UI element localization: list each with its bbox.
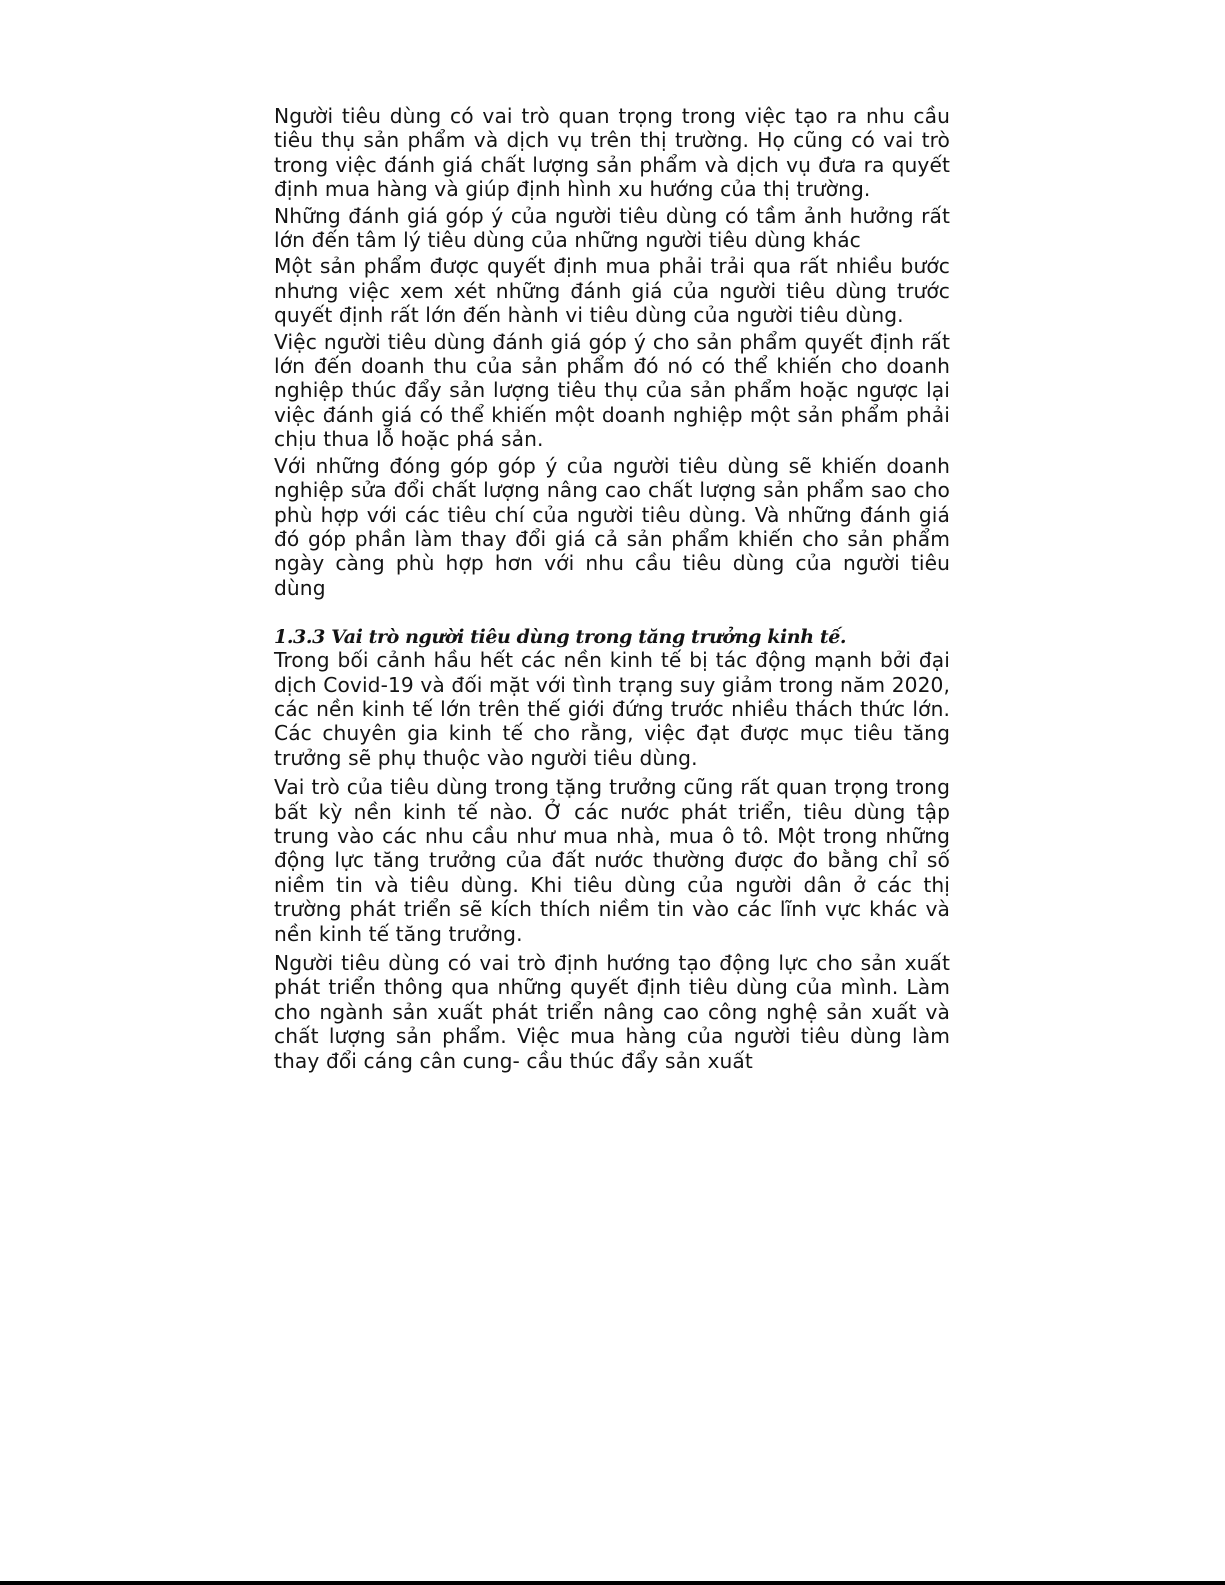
paragraph: Người tiêu dùng có vai trò quan trọng trong việc tạo ra nhu cầu tiêu thụ sản phẩm và dịch vụ trên thị trường. Họ cũng có vai trò trong việc đánh giá chất lượng sản phẩm và dịch vụ đưa ra quyết định mua hàng và giúp định hình xu hướng của thị trường. [274,104,950,202]
section-consumer-role [274,104,950,600]
paragraph: Trong bối cảnh hầu hết các nền kinh tế bị tác động mạnh bởi đại dịch Covid-19 và đối mặt với tình trạng suy giảm trong năm 2020, các nền kinh tế lớn trên thế giới đứng trước nhiều thách thức lớn. Các chuyên gia kinh tế cho rằng, việc đạt được mục tiêu tăng trưởng sẽ phụ thuộc vào người tiêu dùng. [274,648,950,770]
section-economic-growth [274,626,950,1073]
document-page [274,104,950,1073]
paragraph: Một sản phẩm được quyết định mua phải trải qua rất nhiều bước nhưng việc xem xét những đánh giá của người tiêu dùng trước quyết định rất lớn đến hành vi tiêu dùng của người tiêu dùng. [274,254,950,328]
section-heading: 1.3.3 Vai trò người tiêu dùng trong tăng trưởng kinh tế. [274,626,847,649]
paragraph: Vai trò của tiêu dùng trong tặng trưởng cũng rất quan trọng trong bất kỳ nền kinh tế nào. Ở các nước phát triển, tiêu dùng tập trung vào các nhu cầu như mua nhà, mua ô tô. Một trong những động lực tăng trưởng của đất nước thường được đo bằng chỉ số niềm tin và tiêu dùng. Khi tiêu dùng của người dân ở các thị trường phát triển sẽ kích thích niềm tin vào các lĩnh vực khác và nền kinh tế tăng trưởng. [274,775,950,946]
paragraph: Với những đóng góp góp ý của người tiêu dùng sẽ khiến doanh nghiệp sửa đổi chất lượng nâng cao chất lượng sản phẩm sao cho phù hợp với các tiêu chí của người tiêu dùng. Và những đánh giá đó góp phần làm thay đổi giá cả sản phẩm khiến cho sản phẩm ngày càng phù hợp hơn với nhu cầu tiêu dùng của người tiêu dùng [274,453,950,600]
paragraph: Việc người tiêu dùng đánh giá góp ý cho sản phẩm quyết định rất lớn đến doanh thu của sản phẩm đó nó có thể khiến cho doanh nghiệp thúc đẩy sản lượng tiêu thụ của sản phẩm hoặc ngược lại việc đánh giá có thể khiến một doanh nghiệp một sản phẩm phải chịu thua lỗ hoặc phá sản. [274,329,950,452]
page-bottom-edge [0,1581,1225,1585]
paragraph: Người tiêu dùng có vai trò định hướng tạo động lực cho sản xuất phát triển thông qua những quyết định tiêu dùng của mình. Làm cho ngành sản xuất phát triển nâng cao công nghệ sản xuất và chất lượng sản phẩm. Việc mua hàng của người tiêu dùng làm thay đổi cáng cân cung- cầu thúc đẩy sản xuất [274,951,950,1073]
paragraph: Những đánh giá góp ý của người tiêu dùng có tầm ảnh hưởng rất lớn đến tâm lý tiêu dùng của những người tiêu dùng khác [274,203,950,253]
